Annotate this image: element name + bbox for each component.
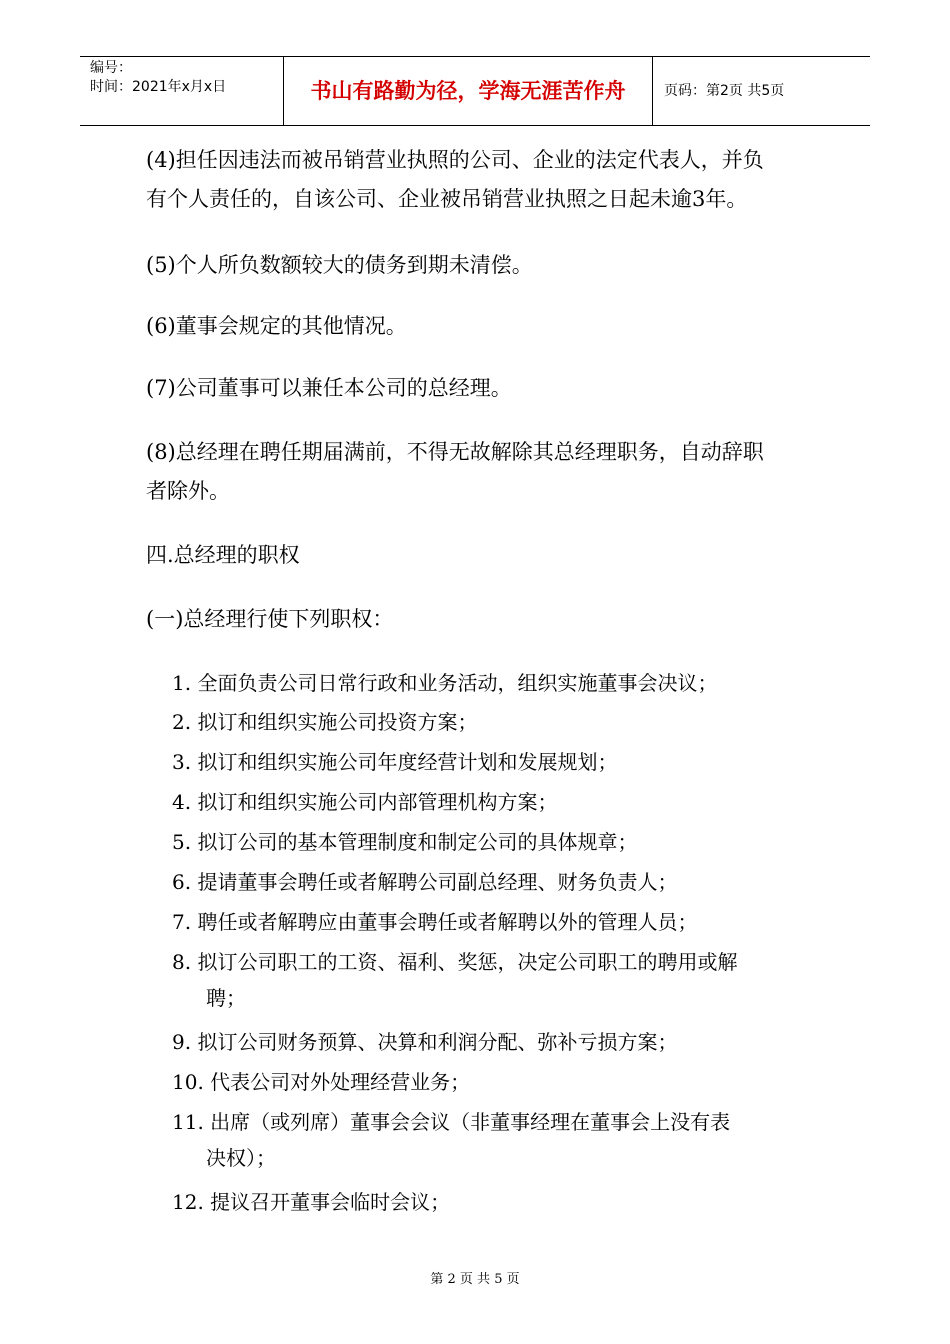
list-item-line: 8. 拟订公司职工的工资、福利、奖惩，决定公司职工的聘用或解: [172, 950, 738, 974]
list-item-line: 11. 出席（或列席）董事会会议（非董事经理在董事会上没有表: [172, 1110, 731, 1134]
list-item-continuation: 决权）；: [206, 1146, 276, 1170]
header-divider: [652, 57, 653, 125]
paragraph-4: [146, 141, 816, 219]
list-item: 12. 提议召开董事会临时会议；: [172, 1190, 451, 1214]
paragraph-line: (4)担任因违法而被吊销营业执照的公司、企业的法定代表人，并负: [146, 148, 764, 172]
paragraph-6: (6)董事会规定的其他情况。: [146, 314, 407, 338]
page-footer: 第 2 页 共 5 页: [430, 1272, 520, 1287]
header-motto: 书山有路勤为径，学海无涯苦作舟: [310, 79, 626, 103]
list-item: 5. 拟订公司的基本管理制度和制定公司的具体规章；: [172, 830, 638, 854]
list-item: 3. 拟订和组织实施公司年度经营计划和发展规划；: [172, 750, 618, 774]
header-meta: [90, 59, 226, 97]
list-item-continuation: 聘；: [206, 986, 246, 1010]
paragraph-line: 者除外。: [146, 479, 230, 503]
paragraph-line: (8)总经理在聘任期届满前，不得无故解除其总经理职务，自动辞职: [146, 440, 764, 464]
list-item: 9. 拟订公司财务预算、决算和利润分配、弥补亏损方案；: [172, 1030, 678, 1054]
list-item: 10. 代表公司对外处理经营业务；: [172, 1070, 471, 1094]
list-item: 1. 全面负责公司日常行政和业务活动，组织实施董事会决议；: [172, 671, 718, 695]
list-item: 4. 拟订和组织实施公司内部管理机构方案；: [172, 790, 558, 814]
list-item: [172, 1104, 812, 1176]
paragraph-line: 有个人责任的，自该公司、企业被吊销营业执照之日起未逾3年。: [146, 187, 748, 211]
paragraph-8: [146, 433, 816, 511]
list-item: 7. 聘任或者解聘应由董事会聘任或者解聘以外的管理人员；: [172, 910, 698, 934]
paragraph-5: (5)个人所负数额较大的债务到期未清偿。: [146, 253, 533, 277]
list-item: 6. 提请董事会聘任或者解聘公司副总经理、财务负责人；: [172, 870, 678, 894]
list-item: 2. 拟订和组织实施公司投资方案；: [172, 710, 478, 734]
section-heading: 四.总经理的职权: [146, 543, 300, 567]
time-label: 时间：2021年x月x日: [90, 79, 227, 95]
page-header: [80, 56, 870, 126]
subsection-heading: (一)总经理行使下列职权：: [146, 607, 394, 631]
list-item: [172, 944, 812, 1016]
header-page-info: 页码：第2页 共5页: [664, 83, 785, 99]
number-label: 编号：: [90, 60, 132, 76]
paragraph-7: (7)公司董事可以兼任本公司的总经理。: [146, 376, 512, 400]
